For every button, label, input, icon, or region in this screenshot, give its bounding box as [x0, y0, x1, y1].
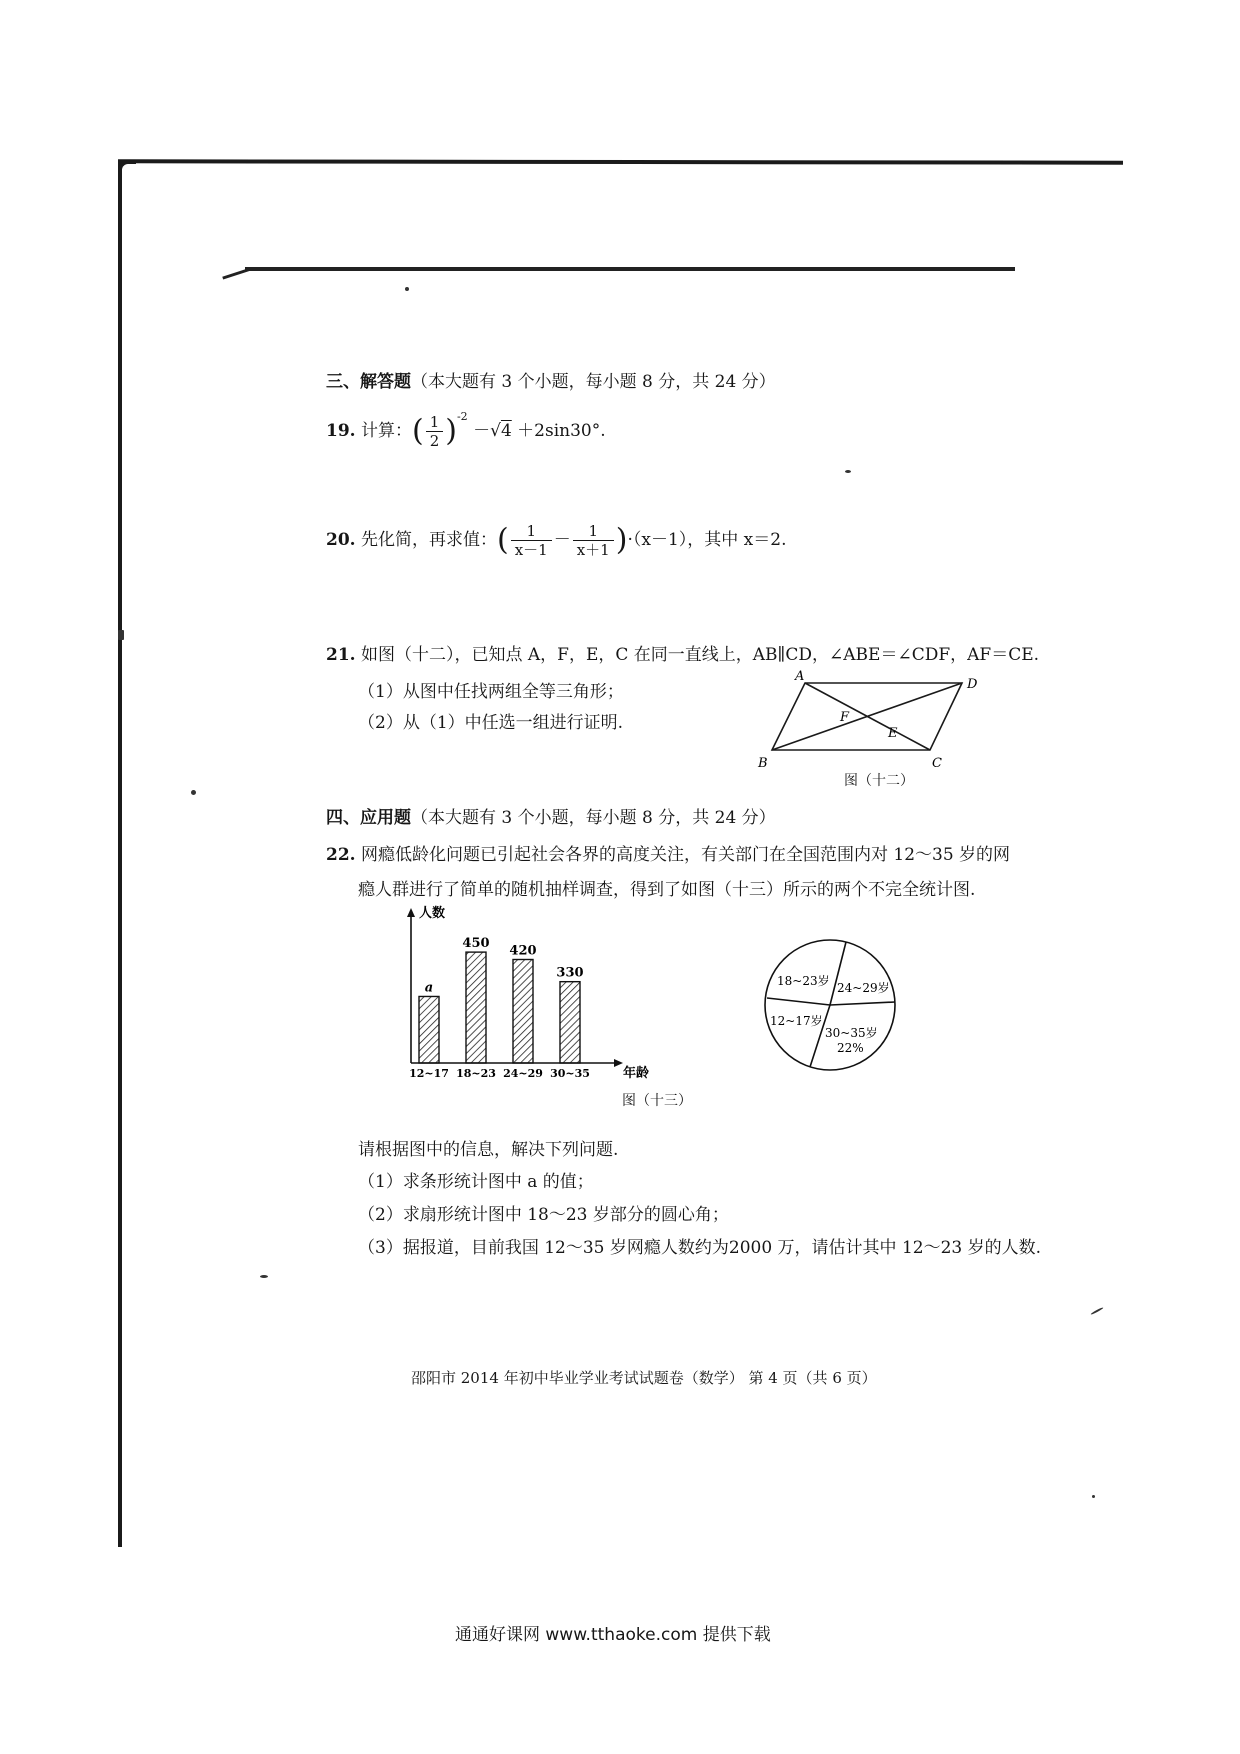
pie-label-30-35: 30~35岁 — [825, 1026, 878, 1040]
question-22-part1: （1）求条形统计图中 a 的值； — [358, 1172, 594, 1192]
x-tick-label: 18~23 — [456, 1067, 496, 1080]
question-22-part2: （2）求扇形统计图中 18～23 岁部分的圆心角； — [358, 1205, 729, 1225]
pie-label-18-23: 18~23岁 — [777, 974, 830, 988]
pie-label-24-29: 24~29岁 — [837, 981, 890, 995]
scan-border-corner — [118, 160, 136, 178]
label-e: E — [888, 726, 898, 741]
x-tick-label: 12~17 — [409, 1067, 449, 1080]
y-axis-arrow — [407, 908, 415, 917]
question-22-part3: （3）据报道，目前我国 12～35 岁网瘾人数约为2000 万，请估计其中 12～23 岁的人数. — [358, 1238, 1042, 1258]
figure-12-parallelogram — [755, 670, 995, 785]
page-footer: 邵阳市 2014 年初中毕业学业考试试题卷（数学） 第 4 页（共 6 页） — [411, 1369, 877, 1387]
question-21-part2: （2）从（1）中任选一组进行证明. — [358, 713, 624, 733]
question-22-line1: 22. 网瘾低龄化问题已引起社会各界的高度关注，有关部门在全国范围内对 12～35 岁的网 — [326, 845, 1011, 865]
x-tick-label: 30~35 — [550, 1067, 590, 1080]
pie-label-12-17: 12~17岁 — [770, 1014, 823, 1028]
section4-title: 四、应用题（本大题有 3 个小题，每小题 8 分，共 24 分） — [326, 808, 776, 828]
bar-value-label: 450 — [462, 936, 490, 952]
bar-series — [409, 936, 590, 1080]
question-21-stem: 21. 如图（十二），已知点 A，F，E，C 在同一直线上，AB∥CD，∠ABE＝∠CDF，AF＝CE. — [326, 645, 1040, 665]
question-19: 19. 计算：( $\frac{1}{2}$ )$^{-2}$ －√4 ＋2sin30°. — [326, 410, 606, 450]
fraction: $\frac{1}{2}$ — [426, 413, 444, 450]
scan-speck — [845, 470, 851, 473]
pie-percent-30-35: 22% — [837, 1041, 864, 1055]
scan-border-top — [118, 159, 1123, 164]
header-rule — [245, 267, 1015, 271]
scan-border-left — [118, 162, 122, 1547]
figure-13-caption: 图（十三） — [622, 1093, 692, 1109]
scan-speck — [405, 287, 409, 291]
label-a: A — [795, 669, 805, 684]
bar-value-label: 330 — [556, 965, 584, 981]
question-22-line2: 瘾人群进行了简单的随机抽样调查，得到了如图（十三）所示的两个不完全统计图. — [358, 880, 976, 900]
bar-chart — [395, 905, 650, 1081]
fraction: $\frac{1}{x-1}$ — [511, 522, 552, 559]
x-axis-label: 年龄 — [623, 1066, 650, 1081]
section3-title: 三、解答题（本大题有 3 个小题，每小题 8 分，共 24 分） — [326, 372, 776, 392]
question-22-ask: 请根据图中的信息，解决下列问题. — [358, 1140, 619, 1160]
label-b: B — [758, 756, 768, 771]
bar-value-label: 420 — [509, 943, 537, 959]
x-tick-label: 24~29 — [503, 1067, 543, 1080]
x-axis-arrow — [614, 1059, 623, 1067]
bar-30~35 — [560, 982, 580, 1063]
scan-speck — [118, 630, 124, 640]
download-note: 通通好课网 www.tthaoke.com 提供下载 — [455, 1625, 771, 1645]
question-20: 20. 先化简，再求值：( $\frac{1}{x-1}$ － $\frac{1}{x+1}$ )·（x－1），其中 x＝2. — [326, 522, 787, 559]
figure-12-caption: 图（十二） — [844, 773, 914, 789]
bar-18~23 — [466, 952, 486, 1063]
label-c: C — [932, 756, 942, 771]
question-21-part1: （1）从图中任找两组全等三角形； — [358, 682, 624, 702]
fraction: $\frac{1}{x+1}$ — [573, 522, 614, 559]
header-rule-hook — [222, 267, 251, 279]
scan-speck — [1092, 1495, 1095, 1498]
label-d: D — [967, 677, 978, 692]
scan-speck — [191, 790, 196, 795]
label-f: F — [840, 710, 850, 725]
bar-12~17 — [419, 996, 439, 1063]
y-axis-label: 人数 — [419, 906, 446, 921]
scan-speck — [260, 1275, 268, 1278]
bar-24~29 — [513, 960, 533, 1064]
scan-speck — [1090, 1307, 1103, 1315]
bar-value-label: a — [424, 980, 434, 996]
pie-chart — [755, 930, 905, 1080]
